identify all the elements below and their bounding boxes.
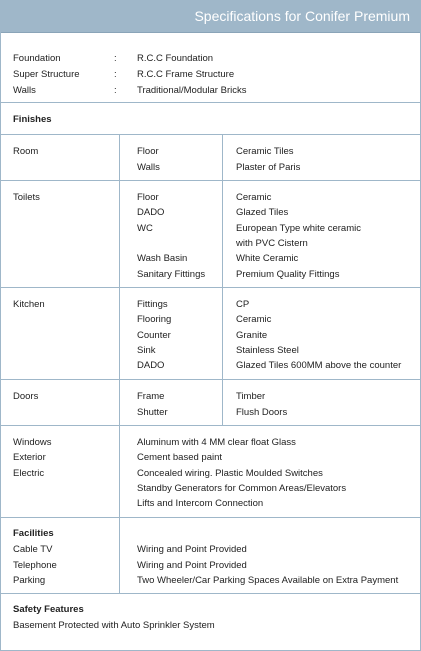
divider <box>222 288 223 379</box>
kitchen-spec: Stainless Steel <box>236 345 299 356</box>
toilets-item: WC <box>137 223 153 234</box>
foundation-label: Foundation <box>13 53 61 64</box>
electric-label: Electric <box>13 468 45 479</box>
divider <box>119 288 120 379</box>
doors-spec: Timber <box>236 391 266 402</box>
toilets-item: Sanitary Fittings <box>137 269 206 280</box>
doors-section <box>1 380 420 426</box>
finishes-heading-row <box>1 103 420 135</box>
toilets-spec: Ceramic <box>236 192 272 203</box>
finishes-heading: Finishes <box>13 114 52 125</box>
telephone-value: Wiring and Point Provided <box>137 560 247 571</box>
room-spec: Plaster of Paris <box>236 162 301 173</box>
divider <box>119 518 120 593</box>
windows-label: Windows <box>13 437 52 448</box>
toilets-spec: Glazed Tiles <box>236 207 289 218</box>
divider <box>222 181 223 287</box>
kitchen-spec: CP <box>236 299 250 310</box>
divider <box>119 181 120 287</box>
parking-label: Parking <box>13 575 46 586</box>
divider <box>119 426 120 517</box>
toilets-spec: Premium Quality Fittings <box>236 269 340 280</box>
kitchen-item: Counter <box>137 330 171 341</box>
toilets-section <box>1 181 420 288</box>
electric-value: Standby Generators for Common Areas/Elevators <box>137 483 347 494</box>
telephone-label: Telephone <box>13 560 57 571</box>
toilets-item: Floor <box>137 192 159 203</box>
exterior-label: Exterior <box>13 452 46 463</box>
windows-value: Aluminum with 4 MM clear float Glass <box>137 437 296 448</box>
electric-value: Concealed wiring. Plastic Moulded Switches <box>137 468 323 479</box>
doors-item: Frame <box>137 391 165 402</box>
divider <box>222 135 223 180</box>
kitchen-item: Flooring <box>137 314 172 325</box>
divider <box>119 135 120 180</box>
walls-value: Traditional/Modular Bricks <box>137 85 247 96</box>
toilets-spec: White Ceramic <box>236 253 299 264</box>
room-spec: Ceramic Tiles <box>236 146 294 157</box>
toilets-spec: with PVC Cistern <box>236 238 308 249</box>
room-item: Floor <box>137 146 159 157</box>
foundation-value: R.C.C Foundation <box>137 53 214 64</box>
kitchen-label: Kitchen <box>13 299 45 310</box>
facilities-section <box>1 518 420 594</box>
super-structure-value: R.C.C Frame Structure <box>137 69 235 80</box>
kitchen-item: Fittings <box>137 299 168 310</box>
doors-item: Shutter <box>137 407 168 418</box>
toilets-item: DADO <box>137 207 165 218</box>
kitchen-section <box>1 288 420 380</box>
cable-tv-label: Cable TV <box>13 544 53 555</box>
safety-section <box>1 594 420 644</box>
parking-value: Two Wheeler/Car Parking Spaces Available on Extra Payment <box>137 575 399 586</box>
facilities-heading: Facilities <box>13 528 54 539</box>
doors-spec: Flush Doors <box>236 407 288 418</box>
kitchen-spec: Granite <box>236 330 268 341</box>
super-structure-sep: : <box>114 69 117 80</box>
doors-label: Doors <box>13 391 39 402</box>
electric-value: Lifts and Intercom Connection <box>137 498 264 509</box>
kitchen-item: Sink <box>137 345 156 356</box>
toilets-spec: European Type white ceramic <box>236 223 361 234</box>
page-title: Specifications for Conifer Premium <box>1 1 420 33</box>
exterior-value: Cement based paint <box>137 452 223 463</box>
walls-sep: : <box>114 85 117 96</box>
kitchen-spec: Ceramic <box>236 314 272 325</box>
divider <box>222 380 223 425</box>
services-section <box>1 426 420 518</box>
divider <box>119 380 120 425</box>
toilets-item: Wash Basin <box>137 253 188 264</box>
safety-heading: Safety Features <box>13 604 84 615</box>
toilets-label: Toilets <box>13 192 40 203</box>
walls-label: Walls <box>13 85 36 96</box>
foundation-sep: : <box>114 53 117 64</box>
super-structure-label: Super Structure <box>13 69 80 80</box>
room-section <box>1 135 420 181</box>
kitchen-item: DADO <box>137 360 165 371</box>
safety-text: Basement Protected with Auto Sprinkler System <box>13 620 215 631</box>
room-item: Walls <box>137 162 160 173</box>
cable-tv-value: Wiring and Point Provided <box>137 544 247 555</box>
kitchen-spec: Glazed Tiles 600MM above the counter <box>236 360 402 371</box>
room-label: Room <box>13 146 39 157</box>
structure-section <box>1 33 420 103</box>
